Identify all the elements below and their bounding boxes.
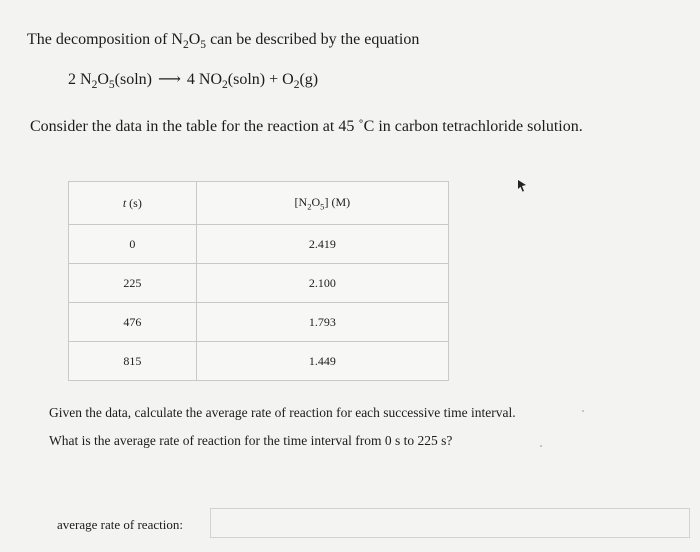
reactant-n-subscript: 2 xyxy=(91,79,98,92)
header-conc-o-subscript: 5 xyxy=(320,201,325,212)
intro-text-after: can be described by the equation xyxy=(206,31,420,48)
question-successive-intervals: Given the data, calculate the average rate of reaction for each successive time interval. xyxy=(49,405,516,420)
header-time xyxy=(69,182,197,225)
header-conc-n-subscript: 2 xyxy=(307,201,312,212)
average-rate-input[interactable] xyxy=(210,508,690,538)
product-o2-subscript: 2 xyxy=(293,79,300,92)
table-row xyxy=(69,342,449,381)
header-time-symbol: t xyxy=(122,195,127,210)
intro-text xyxy=(27,31,419,51)
time-cell: 815 xyxy=(69,342,197,381)
product-no2: 4 NO xyxy=(186,71,223,88)
decorative-dot xyxy=(582,410,584,412)
reactant-o-letter: O xyxy=(97,71,109,88)
header-conc-close: ] (M) xyxy=(324,194,351,209)
table-row xyxy=(69,225,449,264)
header-conc-open: [N xyxy=(294,194,308,209)
time-cell: 225 xyxy=(69,264,197,303)
table-header-row xyxy=(69,182,449,225)
header-concentration xyxy=(196,182,448,225)
reactant-state: (soln) xyxy=(114,71,152,88)
time-cell: 476 xyxy=(69,303,197,342)
mouse-pointer-icon xyxy=(516,179,528,193)
table-row xyxy=(69,264,449,303)
answer-label: average rate of reaction: xyxy=(57,517,183,532)
intro-n-subscript: 2 xyxy=(182,39,189,52)
product-no2-state: (soln) + O xyxy=(227,71,294,88)
concentration-cell: 1.449 xyxy=(196,342,448,381)
intro-o-subscript: 5 xyxy=(200,39,207,52)
concentration-cell: 2.419 xyxy=(196,225,448,264)
concentration-cell: 2.100 xyxy=(196,264,448,303)
data-table xyxy=(68,181,449,381)
time-cell: 0 xyxy=(69,225,197,264)
product-o2-state: (g) xyxy=(299,71,319,88)
chemical-equation xyxy=(68,69,318,91)
header-time-unit: (s) xyxy=(126,195,142,210)
product-no2-subscript: 2 xyxy=(222,79,228,92)
concentration-cell: 1.793 xyxy=(196,303,448,342)
reaction-arrow-icon: ⟶ xyxy=(157,71,181,88)
consider-text: Consider the data in the table for the reaction at 45 ˚C in carbon tetrachloride solution. xyxy=(30,118,583,135)
reactant-coefficient: 2 N xyxy=(68,71,92,88)
question-interval-0-225: What is the average rate of reaction for the time interval from 0 s to 225 s? xyxy=(49,433,453,448)
decorative-dot xyxy=(540,445,542,447)
reactant-o-subscript: 5 xyxy=(108,79,115,92)
header-conc-o: O xyxy=(311,194,321,209)
intro-o-letter: O xyxy=(188,31,201,48)
intro-text-before: The decomposition of N xyxy=(27,31,183,48)
table-row xyxy=(69,303,449,342)
